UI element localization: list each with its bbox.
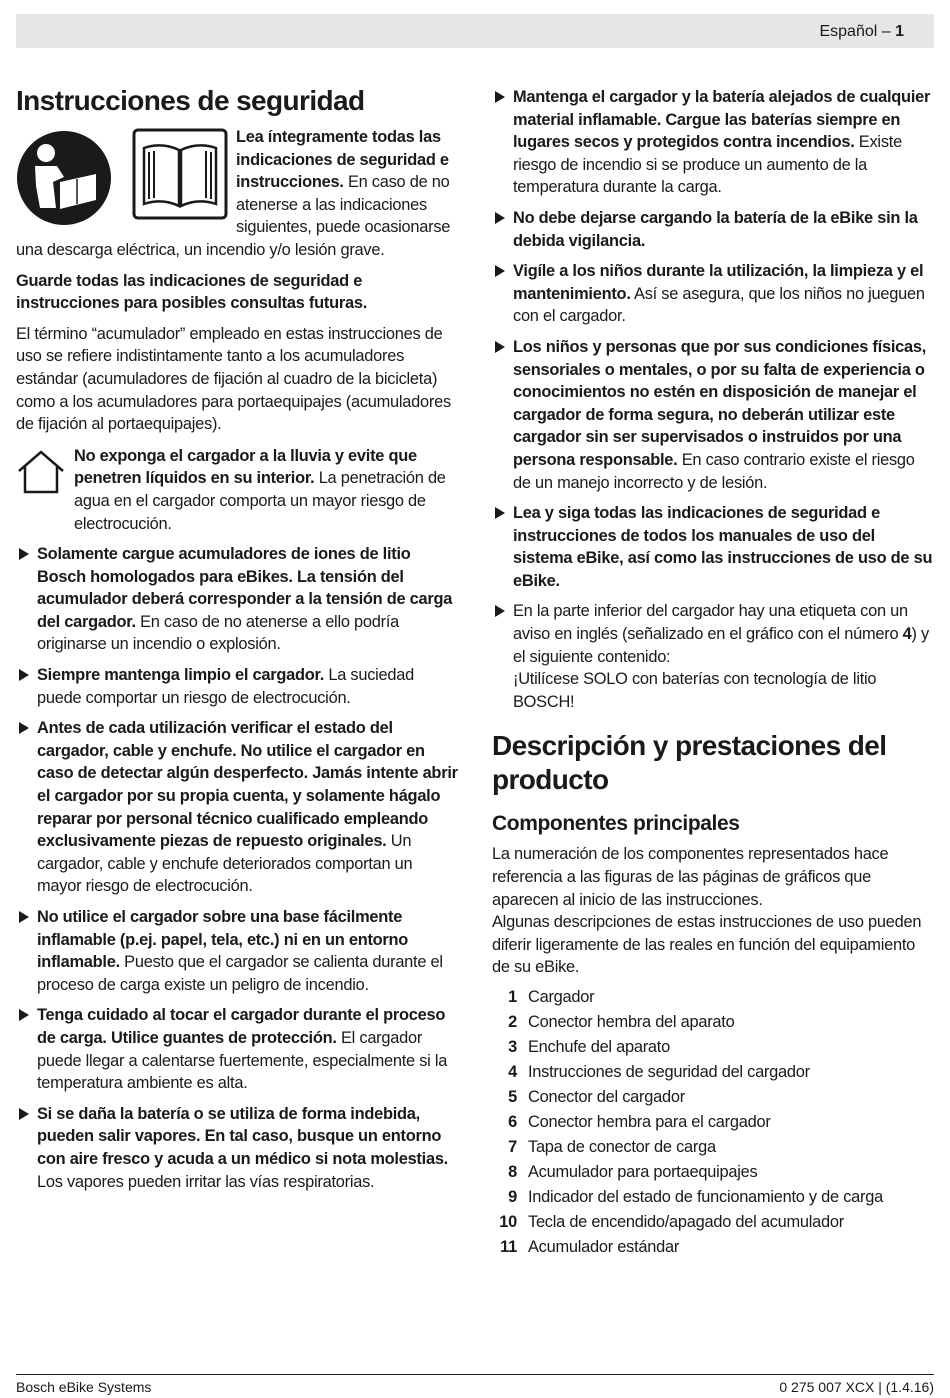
bullet-arrow-icon bbox=[19, 1108, 29, 1120]
list-item: 2 Conector hembra del aparato bbox=[508, 1013, 735, 1031]
term-definition: El término “acumulador” empleado en estas instrucciones de uso se refiere indistintamente tanto a los acumuladores estándar (acumuladores de fijación al cuadro de la bicicleta) como a los acumuladores para portaequipajes (acumuladores de fijación al portaequipajes). bbox=[16, 324, 451, 434]
components-list bbox=[492, 985, 934, 1260]
description-title: Descripción y prestaciones del producto bbox=[492, 730, 887, 796]
list-item: 4 Instrucciones de seguridad del cargador bbox=[508, 1063, 810, 1081]
right-column bbox=[492, 86, 934, 1260]
components-subtitle: Componentes principales bbox=[492, 812, 740, 836]
list-item: Los niños y personas que por sus condiciones físicas, sensoriales o mentales, o por su falta de experiencia o conocimientos no estén en disposición de manejar el cargador de forma segura, no deberán utilizar este cargador sin ser supervisados o instruidos por una persona responsable. En caso contrario existe el riesgo de un manejo incorrecto y de lesión. bbox=[492, 336, 934, 494]
list-item: 9 Indicador del estado de funcionamiento y de carga bbox=[508, 1188, 883, 1206]
list-item: 6 Conector hembra para el cargador bbox=[508, 1113, 771, 1131]
save-instructions: Guarde todas las indicaciones de seguridad e instrucciones para posibles consultas futuras. bbox=[16, 271, 368, 313]
list-item: 7 Tapa de conector de carga bbox=[508, 1138, 716, 1156]
list-item: 5 Conector del cargador bbox=[508, 1088, 685, 1106]
list-item: 10 Tecla de encendido/apagado del acumulador bbox=[499, 1213, 844, 1231]
bullet-arrow-icon bbox=[19, 548, 29, 560]
equipment-note: Algunas descripciones de estas instrucciones de uso pueden diferir ligeramente de las reales en función del equipamiento de su eBike. bbox=[492, 913, 922, 977]
list-item: 1 Cargador bbox=[508, 988, 595, 1006]
bullet-arrow-icon bbox=[19, 1009, 29, 1021]
house-icon bbox=[16, 449, 66, 495]
intro-bold: Lea íntegramente todas las indicaciones de seguridad e instrucciones. bbox=[236, 128, 449, 192]
footer-divider bbox=[16, 1374, 934, 1375]
list-item: Solamente cargue acumuladores de iones de litio Bosch homologados para eBikes. La tensión del acumulador deberá corresponder a la tensión de carga del cargador. En caso de no atenerse a ello podría originarse un incendio o explosión. bbox=[16, 543, 458, 656]
bullet-arrow-icon bbox=[19, 911, 29, 923]
right-bullet-list bbox=[492, 86, 934, 713]
book-icon bbox=[132, 128, 228, 220]
left-column bbox=[16, 84, 458, 1193]
header-page-label: Español – 1 bbox=[819, 23, 904, 40]
list-item: Mantenga el cargador y la batería alejados de cualquier material inflamable. Cargue las baterías siempre en lugares secos y protegidos contra incendios. Existe riesgo de incendio si se produce un aumento de la temperatura durante la carga. bbox=[492, 86, 934, 199]
list-item: Tenga cuidado al tocar el cargador durante el proceso de carga. Utilice guantes de protección. El cargador puede llegar a calentarse fuertemente, especialmente si la temperatura ambiente es alta. bbox=[16, 1004, 458, 1094]
header-bar bbox=[16, 14, 934, 48]
numbering-note: La numeración de los componentes representados hace referencia a las figuras de las páginas de gráficos que aparecen al inicio de las instrucciones. bbox=[492, 845, 889, 909]
bullet-arrow-icon bbox=[495, 605, 505, 617]
bullet-arrow-icon bbox=[19, 669, 29, 681]
list-item: 3 Enchufe del aparato bbox=[508, 1038, 670, 1056]
left-bullet-list bbox=[16, 543, 458, 1193]
footer-brand: Bosch eBike Systems bbox=[16, 1379, 152, 1395]
bullet-arrow-icon bbox=[495, 212, 505, 224]
intro-block bbox=[16, 126, 458, 262]
list-item: Lea y siga todas las indicaciones de seguridad e instrucciones de todos los manuales de uso del sistema eBike, así como las instrucciones de uso de su eBike. bbox=[492, 502, 934, 592]
list-item: No utilice el cargador sobre una base fácilmente inflamable (p.ej. papel, tela, etc.) ni en un entorno inflamable. Puesto que el cargador se calienta durante el proceso de carga existe un peligro de incendio. bbox=[16, 906, 458, 996]
intro-text: En caso de no atenerse a las indicaciones siguientes, puede ocasionarse una descarga eléctrica, un incendio y/o lesión grave. bbox=[16, 173, 451, 259]
bullet-arrow-icon bbox=[19, 722, 29, 734]
bullet-arrow-icon bbox=[495, 265, 505, 277]
bullet-arrow-icon bbox=[495, 341, 505, 353]
list-item: 8 Acumulador para portaequipajes bbox=[508, 1163, 758, 1181]
bullet-arrow-icon bbox=[495, 507, 505, 519]
list-item: 11 Acumulador estándar bbox=[500, 1238, 680, 1256]
list-item: Antes de cada utilización verificar el estado del cargador, cable y enchufe. No utilice el cargador en caso de detectar algún desperfecto. Jamás intente abrir el cargador por su propia cuenta, y solamente hágalo reparar por personal técnico cualificado empleando exclusivamente piezas de repuesto originales. Un cargador, cable y enchufe deteriorados comportan un mayor riesgo de electrocución. bbox=[16, 717, 458, 898]
list-item: Si se daña la batería o se utiliza de forma indebida, pueden salir vapores. En tal caso, busque un entorno con aire fresco y acuda a un médico si nota molestias. Los vapores pueden irritar las vías respiratorias. bbox=[16, 1103, 458, 1193]
indoor-use-warning: No exponga el cargador a la lluvia y evite que penetren líquidos en su interior. La penetración de agua en el cargador comporta un mayor riesgo de electrocución. bbox=[16, 445, 458, 535]
list-item: No debe dejarse cargando la batería de la eBike sin la debida vigilancia. bbox=[492, 207, 934, 252]
warning-icons bbox=[16, 126, 236, 224]
label-quote: ¡Utilícese SOLO con baterías con tecnología de litio BOSCH! bbox=[513, 670, 877, 711]
bullet-arrow-icon bbox=[495, 91, 505, 103]
label-bullet: En la parte inferior del cargador hay una etiqueta con un aviso en inglés (señalizado en el gráfico con el número 4) y el siguiente contenido: ¡Utilícese SOLO con baterías con tecnología de litio BOSCH! bbox=[492, 600, 934, 713]
safety-title: Instrucciones de seguridad bbox=[16, 85, 365, 116]
read-manual-icon bbox=[16, 130, 112, 226]
footer-doc-number: 0 275 007 XCX | (1.4.16) bbox=[779, 1379, 934, 1395]
list-item: Vigíle a los niños durante la utilización, la limpieza y el mantenimiento. Así se asegura, que los niños no jueguen con el cargador. bbox=[492, 260, 934, 328]
list-item: Siempre mantenga limpio el cargador. La suciedad puede comportar un riesgo de electrocución. bbox=[16, 664, 458, 709]
